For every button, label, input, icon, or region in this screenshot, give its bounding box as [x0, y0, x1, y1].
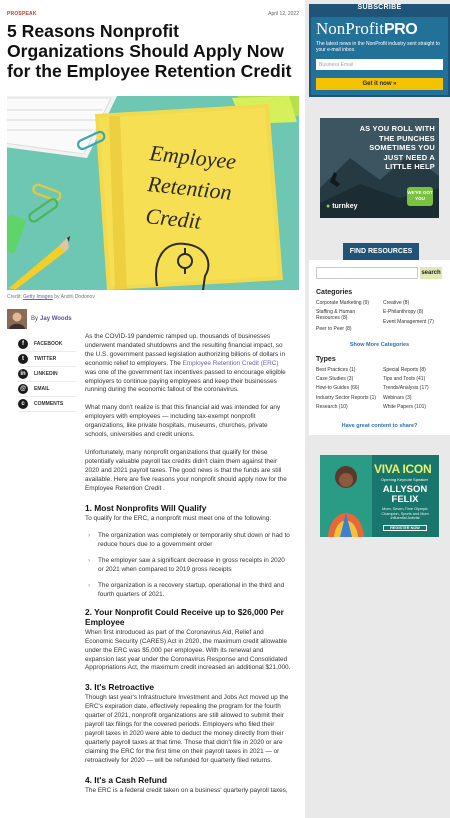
- speaker-description: Mom, Seven-Time Olympic Champion, Sports and Mom Influential Activist: [381, 507, 429, 520]
- share-email[interactable]: [18, 382, 76, 397]
- svg-text:Retention: Retention: [146, 171, 233, 205]
- author-avatar[interactable]: [7, 309, 27, 329]
- type-link[interactable]: Industry Sector Reports (1): [316, 395, 377, 401]
- categories-grid: [316, 301, 446, 335]
- share-label: LINKEDIN: [34, 371, 58, 377]
- share-linkedin[interactable]: [18, 367, 76, 382]
- subscribe-button[interactable]: Get it now »: [316, 78, 443, 90]
- subscribe-tagline: The latest news in the NonProfit industry sent straight to your e-mail inbox.: [316, 41, 440, 53]
- type-link[interactable]: Case Studies (3): [316, 376, 354, 382]
- search-button[interactable]: search: [420, 267, 442, 279]
- speaker-name: ALLYSON FELIX: [382, 484, 428, 505]
- ad-headline: AS YOU ROLL WITH THE PUNCHES SOMETIMES YOU JUST NEED A LITTLE HELP: [359, 124, 435, 171]
- svg-text:Credit: Credit: [144, 203, 203, 234]
- find-resources-header: FIND RESOURCES: [343, 243, 419, 260]
- comments-icon: c: [18, 399, 28, 409]
- category-link[interactable]: Staffing & Human Resources (8): [316, 309, 356, 321]
- sidebar: [309, 0, 450, 818]
- type-link[interactable]: White Papers (101): [383, 404, 427, 410]
- ad-subtitle: Opening Keynote Speaker: [381, 477, 428, 482]
- paragraph-text: was one of the government tax incentives passed to encourage eligible employers to continue paying employees and keep their businesses running during the economic fallout of the coronavirus.: [85, 368, 286, 394]
- turnkey-ad[interactable]: [320, 118, 439, 218]
- hero-illustration: [7, 96, 299, 290]
- share-label: FACEBOOK: [34, 341, 63, 347]
- section-heading: 1. Most Nonprofits Will Qualify: [85, 502, 207, 513]
- paragraph-text: As the COVID-19 pandemic ramped up, thousands of businesses underwent mandated shutdowns and the resulting financial impact, so the U.S. government passed legislation authorizing billions of dollars in economic relief to employers. The: [85, 333, 285, 367]
- paragraph: The ERC is a federal credit taken on a business' quarterly payroll taxes,: [85, 786, 288, 794]
- section-heading: 4. It's a Cash Refund: [85, 774, 168, 785]
- share-comments[interactable]: [18, 397, 76, 412]
- viva-icon-ad[interactable]: [320, 455, 439, 537]
- share-label: TWITTER: [34, 356, 57, 362]
- avatar-image: [7, 309, 27, 329]
- type-link[interactable]: Tips and Tools (41): [383, 376, 426, 382]
- author-byline: [7, 309, 72, 329]
- type-link[interactable]: Research (10): [316, 404, 348, 410]
- category-link[interactable]: Corporate Marketing (9): [316, 300, 370, 306]
- hero-image: [7, 96, 299, 290]
- category-link[interactable]: Event Management (7): [383, 319, 434, 325]
- share-twitter[interactable]: [18, 352, 76, 367]
- category-link[interactable]: Creative (8): [383, 300, 410, 306]
- share-bar: [18, 337, 76, 412]
- qualification-list: [85, 532, 291, 599]
- find-resources-panel: [309, 260, 450, 435]
- share-content-link[interactable]: Have great content to share?: [341, 423, 418, 429]
- type-link[interactable]: Webinars (3): [383, 395, 412, 401]
- category-link[interactable]: E-Philanthropy (8): [383, 309, 424, 315]
- article-body: [85, 333, 291, 805]
- resource-search-input[interactable]: [316, 267, 418, 279]
- list-item: › The employer saw a significant decrease in gross receipts in 2020 or 2021 when compared to 2019 gross receipts: [85, 557, 291, 575]
- list-item: › The organization was completely or temporarily shut down or had to reduce hours due to a government order: [85, 532, 291, 550]
- paragraph: [85, 333, 291, 395]
- credit-prefix: Credit:: [7, 294, 22, 300]
- facebook-icon: f: [18, 339, 28, 349]
- image-credit: [7, 294, 95, 300]
- paragraph: When first introduced as part of the Coronavirus Aid, Relief and Economic Security (CARES) Act in 2020, the maximum credit allowable under the ERC was $5,000 per employee. With its renewal and expansion last year under the Coronavirus Response and Consolidated Appropriations Act, the maximum credit increased an additional $21,000.: [85, 628, 291, 672]
- erc-link[interactable]: Employee Retention Credit (ERC): [182, 359, 279, 367]
- logo-part: NonProfit: [316, 19, 384, 38]
- paragraph: What many don't realize is that this financial aid was intended for any employers with employees — including tax-exempt nonprofit organizations, like private hospitals, museums, churches, private schools, universities and credit unions.: [85, 404, 281, 439]
- kicker-label[interactable]: PROSPEAK: [7, 11, 37, 17]
- byline-prefix: By: [31, 316, 39, 322]
- nonprofitpro-logo: [316, 19, 417, 39]
- subscribe-header: SUBSCRIBE: [309, 4, 450, 15]
- section-heading: 2. Your Nonprofit Could Receive up to $26,000 Per Employee: [85, 606, 284, 627]
- email-field[interactable]: [316, 59, 443, 70]
- publish-date: April 12, 2022: [268, 11, 299, 17]
- type-link[interactable]: Best Practices (1): [316, 367, 356, 373]
- ad-title: VIVA ICON: [374, 462, 432, 476]
- show-more-categories-link[interactable]: Show More Categories: [349, 342, 410, 348]
- twitter-icon: t: [18, 354, 28, 364]
- svg-text:Employee: Employee: [148, 140, 238, 175]
- share-facebook[interactable]: [18, 337, 76, 352]
- linkedin-icon: in: [18, 369, 28, 379]
- categories-heading: Categories: [316, 289, 353, 296]
- type-link[interactable]: How-to Guides (66): [316, 385, 360, 391]
- author-name-link[interactable]: Jay Woods: [40, 316, 72, 322]
- register-button[interactable]: REGISTER NOW: [383, 525, 427, 531]
- types-grid: [316, 368, 446, 416]
- paragraph: To qualify for the ERC, a nonprofit must meet one of the following:: [85, 514, 272, 522]
- article-title: 5 Reasons Nonprofit Organizations Should Apply Now for the Employee Retention Credit: [7, 21, 292, 81]
- logo-part: PRO: [384, 21, 418, 38]
- subscribe-box: [309, 15, 450, 97]
- category-link[interactable]: Peer to Peer (8): [316, 326, 352, 332]
- email-icon: @: [18, 384, 28, 394]
- share-label: COMMENTS: [34, 401, 64, 407]
- type-link[interactable]: Trends/Analysis (17): [383, 385, 429, 391]
- credit-source-link[interactable]: Getty Images: [23, 294, 53, 300]
- logo-text: turnkey: [332, 203, 358, 210]
- types-heading: Types: [316, 356, 336, 363]
- type-link[interactable]: Special Reports (8): [383, 367, 426, 373]
- paragraph: Though last year's Infrastructure Investment and Jobs Act moved up the ERC's expiration date, effectively repealing the program for the fourth quarter of 2021, nonprofit organizations are still allowed to submit their payroll tax filings for the covered periods. Employers who filed their payroll taxes in 2020 were able to deduct the money directly from their quarterly payroll taxes at that time. Those that didn't file in 2020 or are claiming the ERC for the first time on their payroll taxes in 2021 — or retroactively for 2020 — will be refunded for quarterly filed returns.: [85, 694, 289, 764]
- share-label: EMAIL: [34, 386, 50, 392]
- article-meta: [7, 11, 299, 17]
- credit-suffix: by Andrii Dodonov: [54, 294, 95, 300]
- ad-badge: WE'VE GOT YOU: [407, 187, 433, 206]
- list-item: › The organization is a recovery startup, operational in the third and fourth quarters of 2021.: [85, 582, 291, 600]
- logo-mark: ●: [326, 203, 331, 210]
- turnkey-logo: [326, 203, 357, 210]
- paragraph: Unfortunately, many nonprofit organizations that qualify for these potentially valuable payroll tax credits didn't claim them against their 2020 and 2021 payroll taxes. The good news is that the funds are still available. Here are five reasons your nonprofit should apply now for the Employee Retention Credit .: [85, 448, 287, 492]
- section-heading: 3. It's Retroactive: [85, 682, 155, 693]
